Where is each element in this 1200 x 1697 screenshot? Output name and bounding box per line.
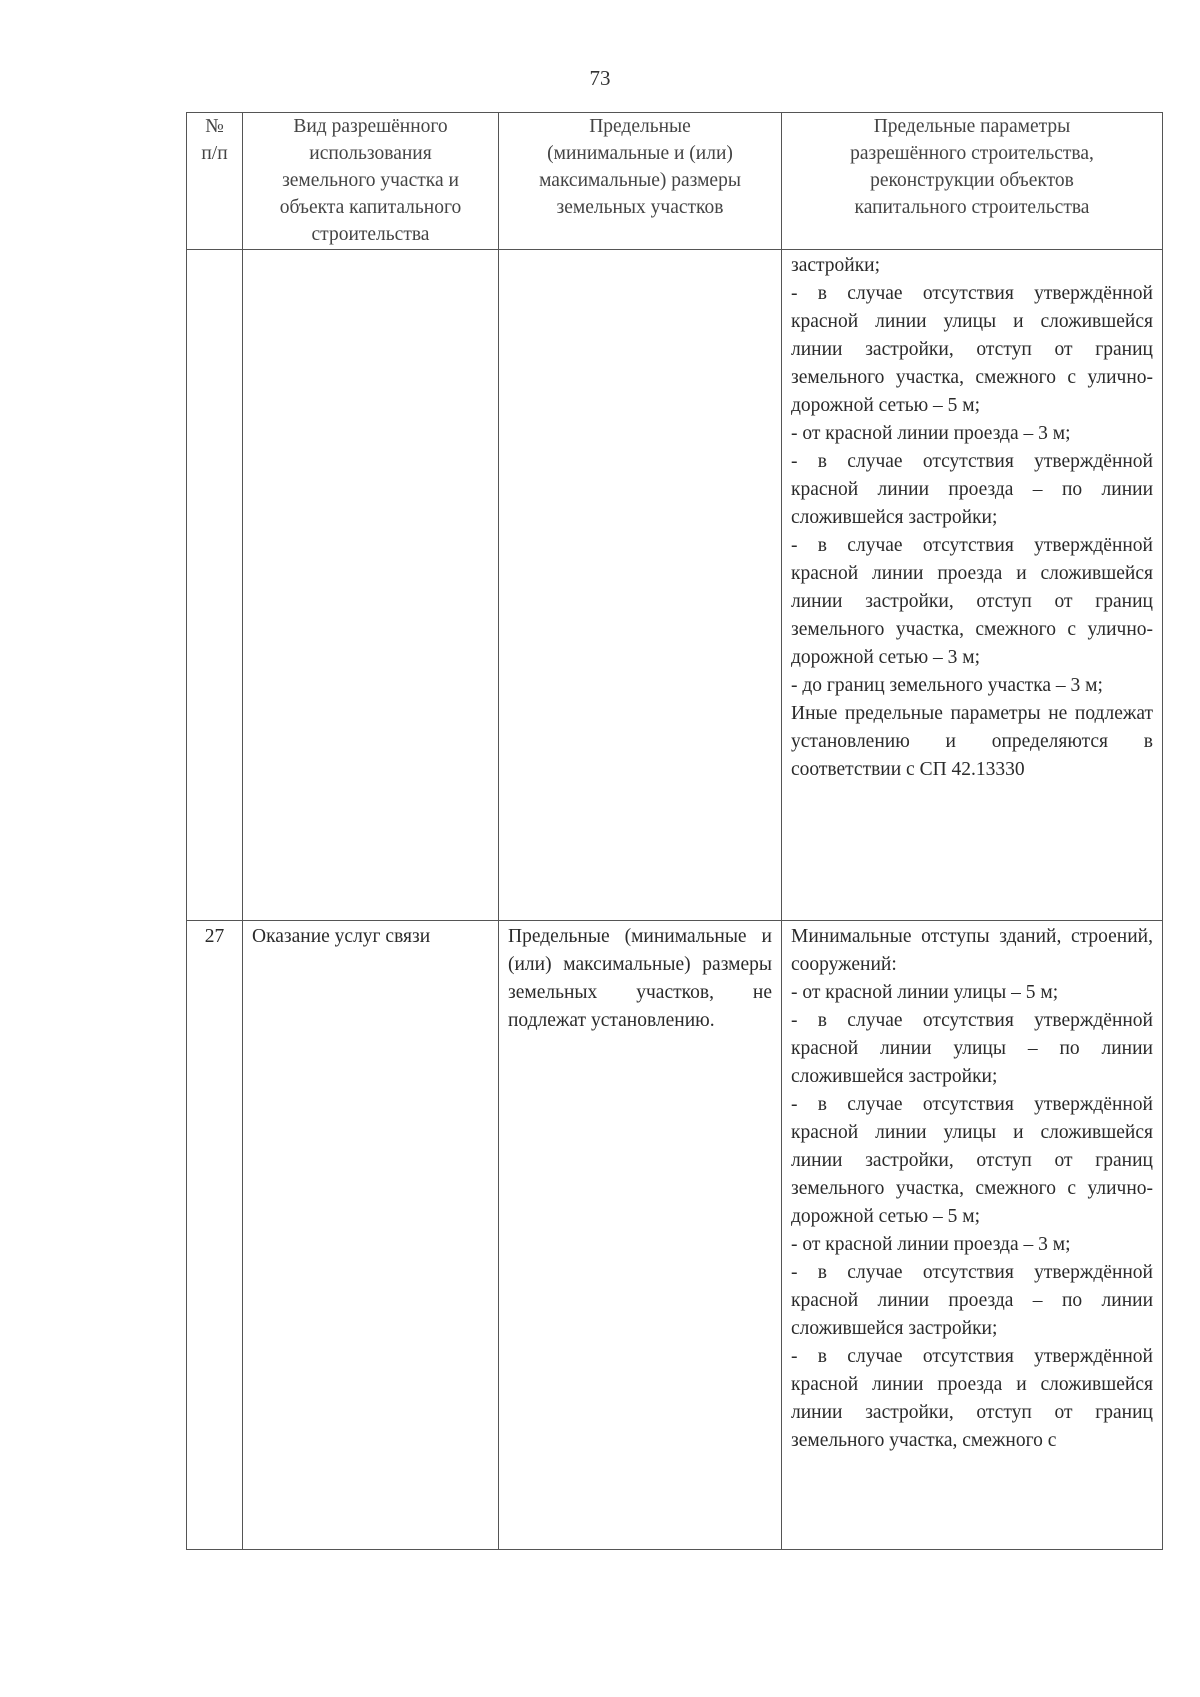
param-item: - от красной линии улицы – 5 м; [791,982,1059,1003]
row-num-cell [187,250,243,921]
param-item: - в случае отсутствия утверждённой красной линии проезда – по линии сложившейся застройки; [791,451,1153,528]
param-item: - от красной линии проезда – 3 м; [791,423,1071,444]
row-use-type-cell: Оказание услуг связи [243,921,499,1550]
page-number: 73 [589,66,611,90]
param-item: - до границ земельного участка – 3 м; [791,675,1103,696]
regulations-table [186,112,1163,1550]
param-item: - в случае отсутствия утверждённой красной линии проезда – по линии сложившейся застройки; [791,1262,1153,1339]
header-plot-sizes: Предельные (минимальные и (или) максимальные) размеры земельных участков [499,113,782,250]
header-params: Предельные параметры разрешённого строительства, реконструкции объектов капитального строительства [782,113,1163,250]
row-plot-sizes-cell [499,250,782,921]
row-num-cell: 27 [187,921,243,1550]
table-row [187,250,1163,921]
param-item: Иные предельные параметры не подлежат установлению и определяются в соответствии с СП 42.13330 [791,703,1153,780]
table-row [187,921,1163,1550]
table-header [187,113,1163,250]
row-plot-sizes-cell: Предельные (минимальные и (или) максимальные) размеры земельных участков, не подлежат установлению. [499,921,782,1550]
param-item: - в случае отсутствия утверждённой красной линии улицы и сложившейся линии застройки, отступ от границ земельного участка, смежного с улично-дорожной сетью – 5 м; [791,283,1153,416]
param-item: Минимальные отступы зданий, строений, сооружений: [791,926,1153,975]
row-use-type-cell [243,250,499,921]
param-item: - от красной линии проезда – 3 м; [791,1234,1071,1255]
param-item: - в случае отсутствия утверждённой красной линии проезда и сложившейся линии застройки, отступ от границ земельного участка, смежного с [791,1346,1153,1451]
header-num: № п/п [187,113,243,250]
row-params-cell [782,921,1163,1550]
header-use-type: Вид разрешённого использования земельного участка и объекта капитального строительства [243,113,499,250]
param-item: - в случае отсутствия утверждённой красной линии улицы и сложившейся линии застройки, отступ от границ земельного участка, смежного с улично-дорожной сетью – 5 м; [791,1094,1153,1227]
row-params-cell [782,250,1163,921]
param-item: - в случае отсутствия утверждённой красной линии улицы – по линии сложившейся застройки; [791,1010,1153,1087]
param-item: застройки; [791,255,881,276]
param-item: - в случае отсутствия утверждённой красной линии проезда и сложившейся линии застройки, отступ от границ земельного участка, смежного с улично-дорожной сетью – 3 м; [791,535,1153,668]
